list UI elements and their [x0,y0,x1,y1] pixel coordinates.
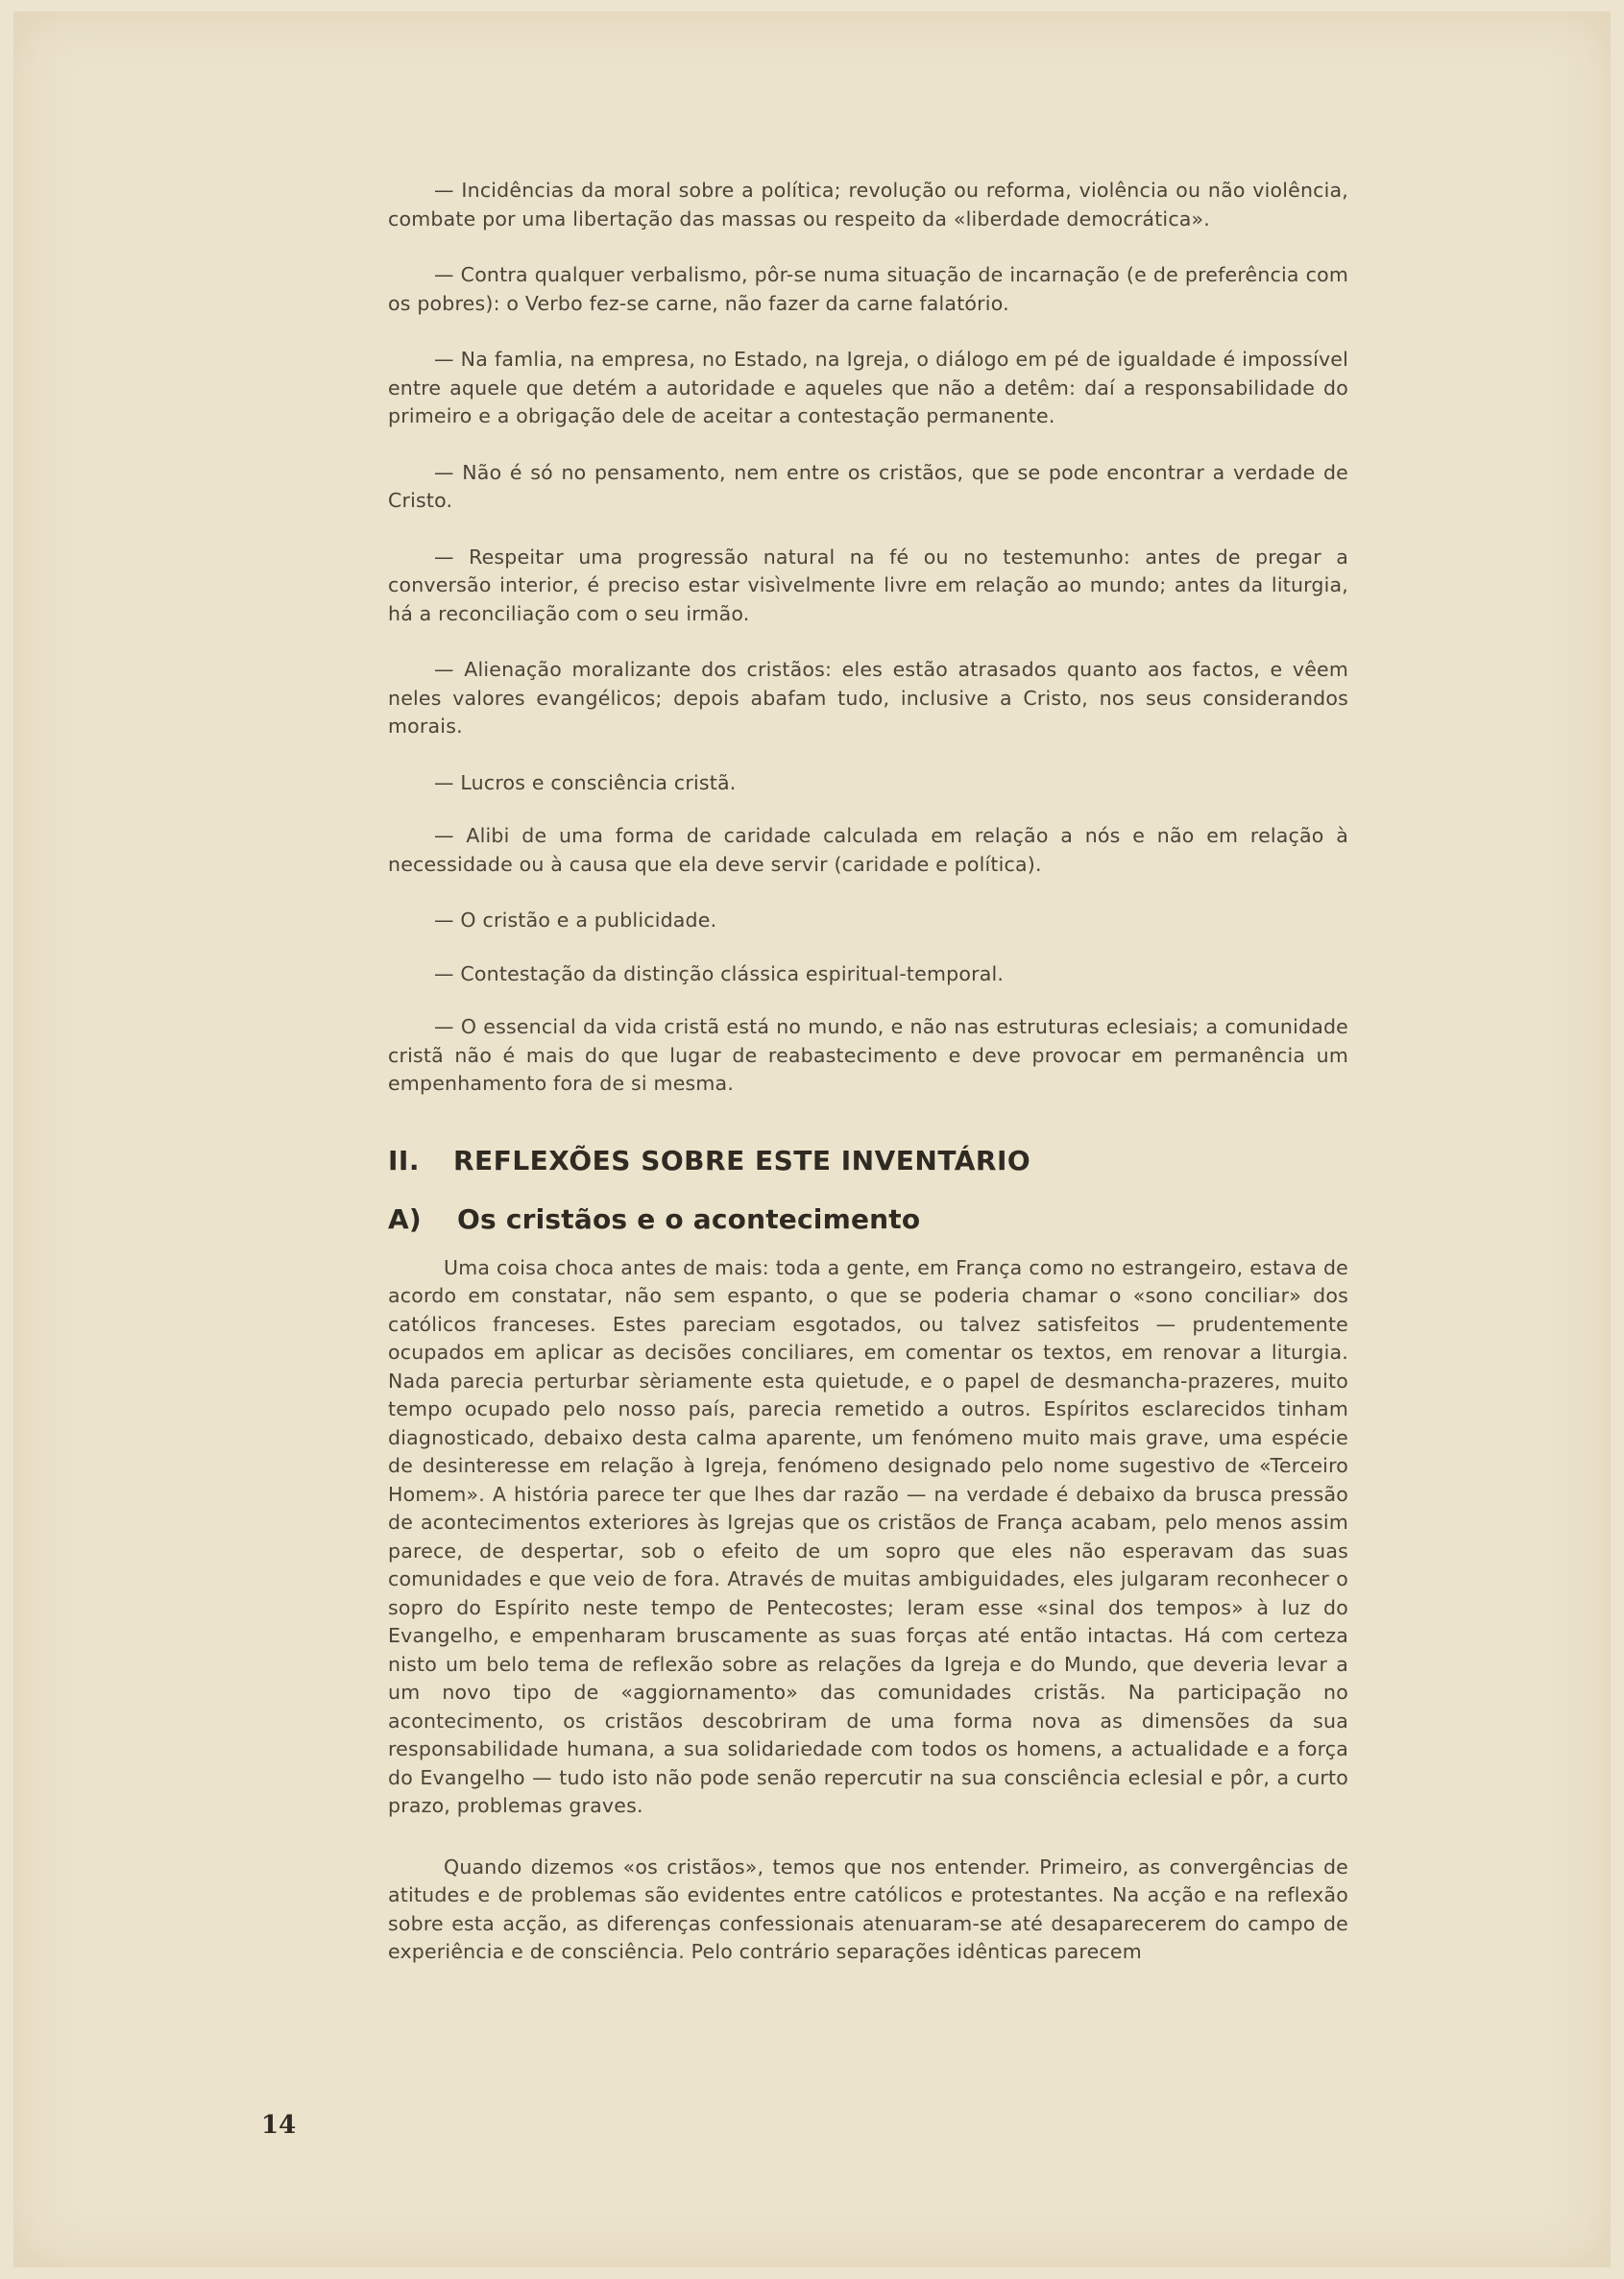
page-number: 14 [261,2111,297,2140]
subsection-title: Os cristãos e o acontecimento [457,1202,921,1235]
list-item: — Alienação moralizante dos cristãos: eles estão atrasados quanto aos factos, e vêem neles valores evangélicos; depois abafam tudo, inclusive a Cristo, nos seus considerandos morais. [388,658,1348,738]
list-item: — Respeitar uma progressão natural na fé ou no testemunho: antes de pregar a conversão interior, é preciso estar visìvelmente livre em relação ao mundo; antes da liturgia, há a reconciliação com o seu irmão. [388,545,1348,625]
page-content [388,177,1348,2000]
section-title: REFLEXÕES SOBRE ESTE INVENTÁRIO [453,1144,1031,1176]
document-page [13,12,1611,2267]
list-item: — Na famlia, na empresa, no Estado, na Igreja, o diálogo em pé de igualdade é impossível entre aquele que detém a autoridade e aqueles que não a detêm: daí a responsabilidade do primeiro e a obrigação dele de aceitar a contestação permanente. [388,348,1348,427]
section-number: II. [388,1144,420,1176]
body-paragraph: Quando dizemos «os cristãos», temos que nos entender. Primeiro, as convergências de atitudes e de problemas são evidentes entre católicos e protestantes. Na acção e na reflexão sobre esta acção, as diferenças confessionais atenuaram-se até desaparecerem do campo de experiência e de consciência. Pelo contrário separações idênticas parecem [388,1855,1348,1963]
subsection-number: A) [388,1202,422,1235]
subsection-heading [388,1203,1348,1235]
list-item: — O cristão e a publicidade. [434,909,717,932]
list-item: — Incidências da moral sobre a política; revolução ou reforma, violência ou não violência, combate por uma libertação das massas ou respeito da «liberdade democrática». [388,179,1348,230]
section-heading [388,1145,1348,1176]
list-item: — Não é só no pensamento, nem entre os cristãos, que se pode encontrar a verdade de Cristo. [388,460,1348,512]
body-paragraph: Uma coisa choca antes de mais: toda a gente, em França como no estrangeiro, estava de acordo em constatar, não sem espanto, o que se poderia chamar o «sono conciliar» dos católicos franceses. Estes pareciam esgotados, ou talvez satisfeitos — prudentemente ocupados em aplicar as decisões conciliares, em comentar os textos, em renovar a liturgia. Nada parecia perturbar sèriamente esta quietude, e o papel de desmancha-prazeres, muito tempo ocupado pelo nosso país, parecia remetido a outros. Espíritos esclarecidos tinham diagnosticado, debaixo desta calma aparente, um fenómeno muito mais grave, uma espécie de desinteresse em relação à Igreja, fenómeno designado pelo nome sugestivo de «Terceiro Homem». A história parece ter que lhes dar razão — na verdade é debaixo da brusca pressão de acontecimentos exteriores às Igrejas que os cristãos de França acabam, pelo menos assim parece, de despertar, sob o efeito de um sopro que eles não esperavam das suas comunidades e que veio de fora. Através de muitas ambiguidades, eles julgaram reconhecer o sopro do Espírito neste tempo de Pentecostes; leram esse «sinal dos tempos» à luz do Evangelho, e empenharam bruscamente as suas forças até então intactas. Há com certeza nisto um belo tema de reflexão sobre as relações da Igreja e do Mundo, que deveria levar a um novo tipo de «aggiornamento» das comunidades cristãs. Na participação no acontecimento, os cristãos descobriram de uma forma nova as dimensões da sua responsabilidade humana, a sua solidariedade com todos os homens, a actualidade e a força do Evangelho — tudo isto não pode senão repercutir na sua consciência eclesial e pôr, a curto prazo, problemas graves. [388,1255,1348,1817]
list-item: — O essencial da vida cristã está no mundo, e não nas estruturas eclesiais; a comunidade cristã não é mais do que lugar de reabastecimento e deve provocar em permanência um empenhamento fora de si mesma. [388,1015,1348,1095]
list-item: — Lucros e consciência cristã. [434,770,737,794]
list-item: — Alibi de uma forma de caridade calculada em relação a nós e não em relação à necessidade ou à causa que ela deve servir (caridade e política). [388,824,1348,876]
list-item: — Contestação da distinção clássica espiritual-temporal. [434,961,1005,985]
list-item: — Contra qualquer verbalismo, pôr-se numa situação de incarnação (e de preferência com os pobres): o Verbo fez-se carne, não fazer da carne falatório. [388,263,1348,315]
